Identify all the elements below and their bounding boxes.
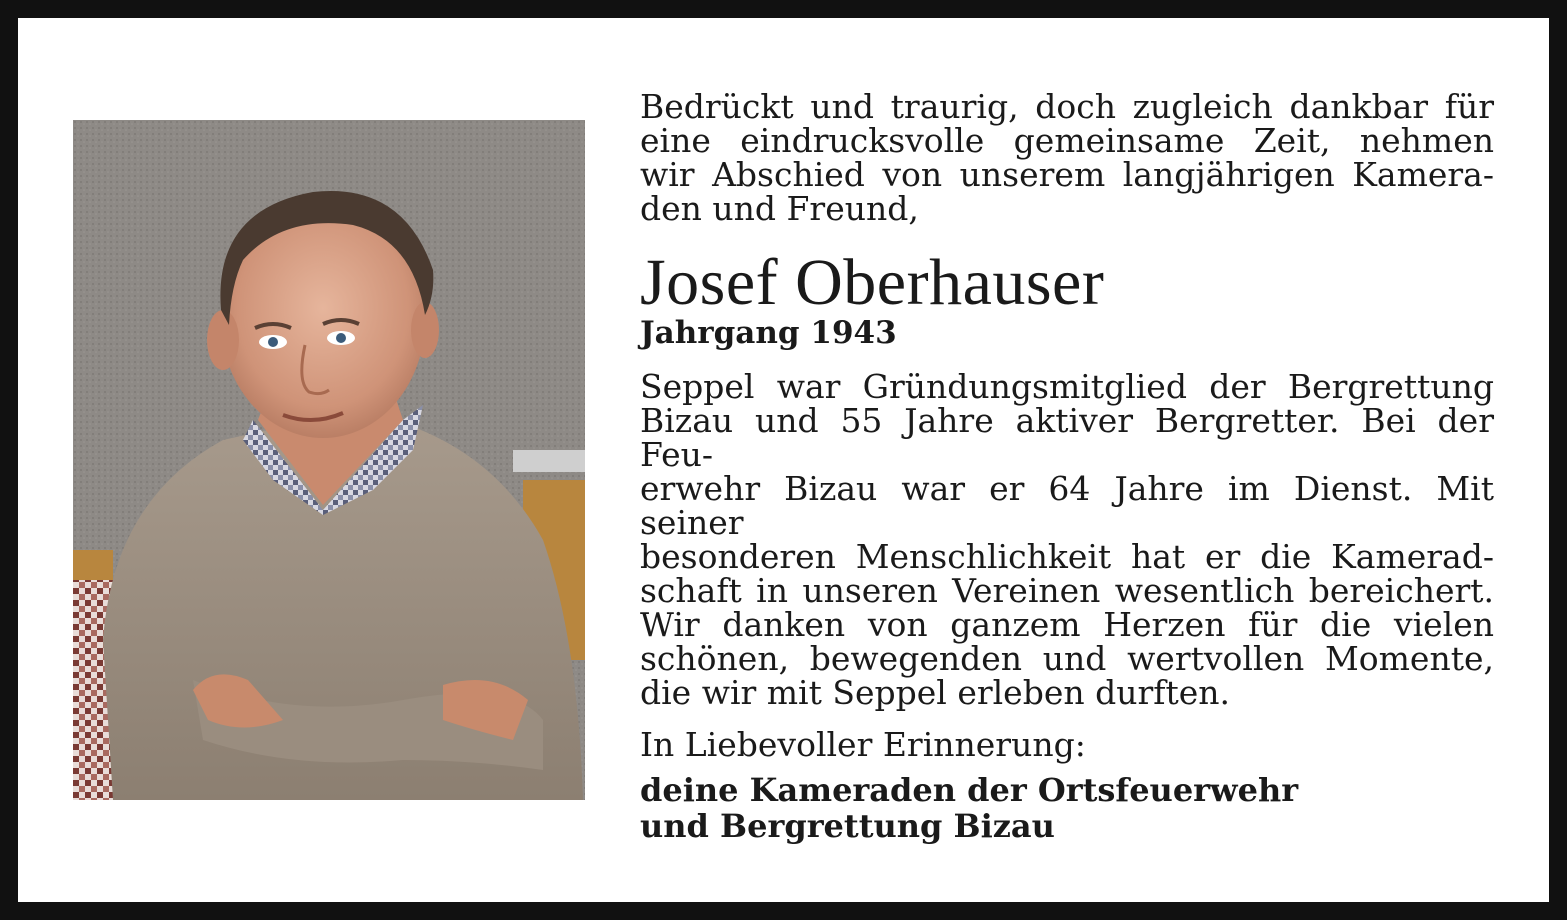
obituary-notice <box>18 18 1549 902</box>
tribute-line: schaft in unseren Vereinen wesentlich bereichert. <box>640 571 1494 610</box>
deceased-name: Josef Oberhauser <box>640 246 1105 319</box>
portrait-photo <box>73 120 585 800</box>
signer-line: und Bergrettung Bizau <box>640 807 1055 845</box>
birth-year: Jahrgang 1943 <box>640 315 897 351</box>
intro-line: wir Abschied von unserem langjährigen Kamera- <box>640 155 1494 194</box>
tribute-paragraph <box>640 367 1494 712</box>
tribute-line: Bizau und 55 Jahre aktiver Bergretter. Bei der Feu- <box>640 401 1494 474</box>
tribute-line: Seppel war Gründungsmitglied der Bergrettung <box>640 367 1494 406</box>
signer-line: deine Kameraden der Ortsfeuerwehr <box>640 771 1299 809</box>
tribute-line: erwehr Bizau war er 64 Jahre im Dienst. Mit seiner <box>640 469 1494 542</box>
tribute-line: Wir danken von ganzem Herzen für die vielen <box>640 605 1494 644</box>
notice-text <box>640 87 1494 845</box>
tribute-line: schönen, bewegenden und wertvollen Momente, <box>640 639 1494 678</box>
intro-paragraph <box>640 87 1494 228</box>
tribute-line: die wir mit Seppel erleben durften. <box>640 673 1231 712</box>
intro-line: den und Freund, <box>640 189 919 228</box>
signers <box>640 772 1494 844</box>
intro-line: eine eindrucksvolle gemeinsame Zeit, nehmen <box>640 121 1494 160</box>
tribute-line: besonderen Menschlichkeit hat er die Kamerad- <box>640 537 1494 576</box>
intro-line: Bedrückt und traurig, doch zugleich dankbar für <box>640 87 1494 126</box>
closing-phrase: In Liebevoller Erinnerung: <box>640 725 1086 764</box>
